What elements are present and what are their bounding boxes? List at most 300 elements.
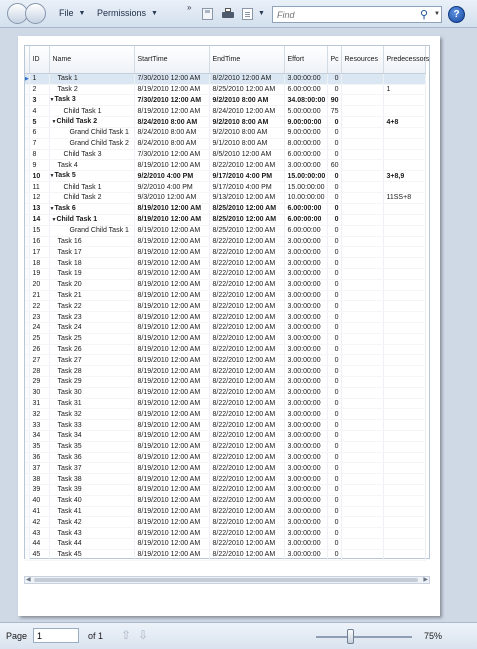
- cell-predecessors[interactable]: [383, 290, 425, 301]
- cell-end-time[interactable]: 8/22/2010 12:00 AM: [209, 441, 284, 452]
- cell-end-time[interactable]: 8/22/2010 12:00 AM: [209, 485, 284, 496]
- cell-name[interactable]: [49, 73, 134, 84]
- cell-name[interactable]: [49, 236, 134, 247]
- cell-predecessors[interactable]: [383, 106, 425, 117]
- overflow-chevron-icon[interactable]: »: [187, 3, 192, 12]
- cell-name[interactable]: [49, 247, 134, 258]
- table-row[interactable]: [25, 95, 425, 106]
- cell-effort[interactable]: 3.00:00:00: [284, 495, 327, 506]
- cell-percent-complete[interactable]: 0: [327, 452, 341, 463]
- cell-id[interactable]: 14: [29, 214, 49, 225]
- cell-percent-complete[interactable]: 0: [327, 258, 341, 269]
- table-row[interactable]: [25, 517, 425, 528]
- cell-id[interactable]: 7: [29, 138, 49, 149]
- cell-start-time[interactable]: 7/30/2010 12:00 AM: [134, 149, 209, 160]
- permissions-menu[interactable]: [97, 8, 158, 18]
- cell-end-time[interactable]: 9/2/2010 8:00 AM: [209, 128, 284, 139]
- previous-page-icon[interactable]: ⇧: [121, 628, 132, 642]
- cell-id[interactable]: 3: [29, 95, 49, 106]
- cell-percent-complete[interactable]: 0: [327, 431, 341, 442]
- cell-id[interactable]: 30: [29, 387, 49, 398]
- cell-name[interactable]: [49, 528, 134, 539]
- cell-percent-complete[interactable]: 0: [327, 193, 341, 204]
- cell-end-time[interactable]: 9/1/2010 8:00 AM: [209, 138, 284, 149]
- cell-predecessors[interactable]: [383, 452, 425, 463]
- cell-end-time[interactable]: 8/22/2010 12:00 AM: [209, 312, 284, 323]
- cell-effort[interactable]: 3.00:00:00: [284, 301, 327, 312]
- column-header-predecessors[interactable]: Predecessors: [383, 46, 425, 73]
- cell-name[interactable]: [49, 538, 134, 549]
- cell-id[interactable]: 19: [29, 269, 49, 280]
- cell-start-time[interactable]: 8/19/2010 12:00 AM: [134, 366, 209, 377]
- cell-percent-complete[interactable]: 60: [327, 160, 341, 171]
- table-row[interactable]: [25, 290, 425, 301]
- table-row[interactable]: [25, 549, 425, 560]
- cell-end-time[interactable]: 8/22/2010 12:00 AM: [209, 258, 284, 269]
- cell-start-time[interactable]: 8/19/2010 12:00 AM: [134, 463, 209, 474]
- cell-name[interactable]: [49, 117, 134, 128]
- cell-name[interactable]: [49, 420, 134, 431]
- save-icon[interactable]: [202, 8, 213, 20]
- cell-end-time[interactable]: 8/22/2010 12:00 AM: [209, 160, 284, 171]
- cell-id[interactable]: 12: [29, 193, 49, 204]
- table-row[interactable]: [25, 106, 425, 117]
- cell-predecessors[interactable]: [383, 95, 425, 106]
- cell-resources[interactable]: [341, 214, 383, 225]
- cell-end-time[interactable]: 8/22/2010 12:00 AM: [209, 538, 284, 549]
- cell-start-time[interactable]: 9/2/2010 4:00 PM: [134, 171, 209, 182]
- cell-end-time[interactable]: 8/25/2010 12:00 AM: [209, 203, 284, 214]
- cell-resources[interactable]: [341, 290, 383, 301]
- cell-percent-complete[interactable]: 0: [327, 290, 341, 301]
- cell-percent-complete[interactable]: 0: [327, 117, 341, 128]
- cell-percent-complete[interactable]: 90: [327, 95, 341, 106]
- cell-id[interactable]: 44: [29, 538, 49, 549]
- cell-percent-complete[interactable]: 0: [327, 301, 341, 312]
- cell-resources[interactable]: [341, 106, 383, 117]
- cell-start-time[interactable]: 8/19/2010 12:00 AM: [134, 549, 209, 560]
- cell-end-time[interactable]: 8/22/2010 12:00 AM: [209, 474, 284, 485]
- cell-resources[interactable]: [341, 312, 383, 323]
- cell-effort[interactable]: 5.00:00:00: [284, 106, 327, 117]
- cell-start-time[interactable]: 8/19/2010 12:00 AM: [134, 409, 209, 420]
- cell-start-time[interactable]: 9/2/2010 4:00 PM: [134, 182, 209, 193]
- cell-resources[interactable]: [341, 225, 383, 236]
- cell-predecessors[interactable]: [383, 160, 425, 171]
- cell-start-time[interactable]: 8/19/2010 12:00 AM: [134, 214, 209, 225]
- cell-resources[interactable]: [341, 441, 383, 452]
- table-row[interactable]: [25, 495, 425, 506]
- cell-name[interactable]: [49, 290, 134, 301]
- cell-predecessors[interactable]: [383, 398, 425, 409]
- cell-end-time[interactable]: 8/22/2010 12:00 AM: [209, 269, 284, 280]
- table-row[interactable]: [25, 377, 425, 388]
- cell-name[interactable]: [49, 431, 134, 442]
- cell-name[interactable]: [49, 149, 134, 160]
- cell-percent-complete[interactable]: 75: [327, 106, 341, 117]
- cell-end-time[interactable]: 9/2/2010 8:00 AM: [209, 117, 284, 128]
- cell-name[interactable]: [49, 344, 134, 355]
- cell-name[interactable]: [49, 485, 134, 496]
- cell-predecessors[interactable]: [383, 528, 425, 539]
- cell-effort[interactable]: 3.00:00:00: [284, 323, 327, 334]
- cell-effort[interactable]: 6.00:00:00: [284, 203, 327, 214]
- cell-effort[interactable]: 10.00:00:00: [284, 193, 327, 204]
- cell-name[interactable]: [49, 463, 134, 474]
- cell-resources[interactable]: [341, 377, 383, 388]
- cell-id[interactable]: 34: [29, 431, 49, 442]
- table-row[interactable]: [25, 84, 425, 95]
- cell-resources[interactable]: [341, 117, 383, 128]
- cell-resources[interactable]: [341, 495, 383, 506]
- cell-start-time[interactable]: 8/19/2010 12:00 AM: [134, 387, 209, 398]
- table-row[interactable]: [25, 301, 425, 312]
- cell-effort[interactable]: 9.00:00:00: [284, 128, 327, 139]
- help-icon[interactable]: [448, 6, 465, 23]
- column-header-endtime[interactable]: EndTime: [209, 46, 284, 73]
- cell-id[interactable]: 18: [29, 258, 49, 269]
- forward-button[interactable]: [25, 3, 46, 24]
- table-row[interactable]: [25, 138, 425, 149]
- cell-end-time[interactable]: 9/17/2010 4:00 PM: [209, 182, 284, 193]
- cell-name[interactable]: [49, 182, 134, 193]
- cell-resources[interactable]: [341, 538, 383, 549]
- cell-resources[interactable]: [341, 247, 383, 258]
- cell-name[interactable]: [49, 452, 134, 463]
- cell-predecessors[interactable]: [383, 149, 425, 160]
- zoom-slider[interactable]: [316, 636, 412, 638]
- cell-predecessors[interactable]: [383, 214, 425, 225]
- cell-name[interactable]: [49, 269, 134, 280]
- cell-predecessors[interactable]: [383, 441, 425, 452]
- cell-percent-complete[interactable]: 0: [327, 506, 341, 517]
- cell-id[interactable]: 5: [29, 117, 49, 128]
- cell-effort[interactable]: 6.00:00:00: [284, 225, 327, 236]
- cell-name[interactable]: [49, 106, 134, 117]
- cell-end-time[interactable]: 8/25/2010 12:00 AM: [209, 84, 284, 95]
- cell-end-time[interactable]: 8/25/2010 12:00 AM: [209, 214, 284, 225]
- cell-start-time[interactable]: 8/19/2010 12:00 AM: [134, 106, 209, 117]
- cell-predecessors[interactable]: [383, 247, 425, 258]
- cell-start-time[interactable]: 8/24/2010 8:00 AM: [134, 138, 209, 149]
- cell-name[interactable]: [49, 323, 134, 334]
- cell-id[interactable]: 1: [29, 73, 49, 84]
- cell-effort[interactable]: 3.00:00:00: [284, 247, 327, 258]
- cell-percent-complete[interactable]: 0: [327, 225, 341, 236]
- cell-name[interactable]: [49, 193, 134, 204]
- cell-id[interactable]: 40: [29, 495, 49, 506]
- cell-predecessors[interactable]: [383, 538, 425, 549]
- cell-end-time[interactable]: 8/22/2010 12:00 AM: [209, 366, 284, 377]
- collapse-toggle-icon[interactable]: ▼: [51, 119, 57, 126]
- cell-name[interactable]: [49, 203, 134, 214]
- column-header-effort[interactable]: Effort: [284, 46, 327, 73]
- cell-start-time[interactable]: 8/19/2010 12:00 AM: [134, 528, 209, 539]
- cell-percent-complete[interactable]: 0: [327, 420, 341, 431]
- cell-resources[interactable]: [341, 128, 383, 139]
- cell-percent-complete[interactable]: 0: [327, 73, 341, 84]
- cell-id[interactable]: 24: [29, 323, 49, 334]
- cell-predecessors[interactable]: 4+8: [383, 117, 425, 128]
- table-row[interactable]: [25, 258, 425, 269]
- cell-percent-complete[interactable]: 0: [327, 203, 341, 214]
- cell-resources[interactable]: [341, 84, 383, 95]
- cell-effort[interactable]: 3.00:00:00: [284, 355, 327, 366]
- cell-percent-complete[interactable]: 0: [327, 247, 341, 258]
- cell-id[interactable]: 11: [29, 182, 49, 193]
- cell-start-time[interactable]: 8/19/2010 12:00 AM: [134, 506, 209, 517]
- cell-id[interactable]: 32: [29, 409, 49, 420]
- cell-percent-complete[interactable]: 0: [327, 377, 341, 388]
- cell-resources[interactable]: [341, 301, 383, 312]
- cell-effort[interactable]: 3.00:00:00: [284, 549, 327, 560]
- scroll-right-icon[interactable]: ▶: [423, 577, 428, 583]
- cell-percent-complete[interactable]: 0: [327, 409, 341, 420]
- cell-effort[interactable]: 15.00:00:00: [284, 171, 327, 182]
- cell-effort[interactable]: 3.00:00:00: [284, 290, 327, 301]
- cell-effort[interactable]: 3.00:00:00: [284, 387, 327, 398]
- cell-name[interactable]: [49, 258, 134, 269]
- cell-predecessors[interactable]: [383, 225, 425, 236]
- cell-resources[interactable]: [341, 269, 383, 280]
- cell-effort[interactable]: 3.00:00:00: [284, 344, 327, 355]
- table-row[interactable]: [25, 485, 425, 496]
- cell-end-time[interactable]: 8/5/2010 12:00 AM: [209, 149, 284, 160]
- cell-id[interactable]: 8: [29, 149, 49, 160]
- cell-end-time[interactable]: 8/22/2010 12:00 AM: [209, 236, 284, 247]
- cell-id[interactable]: 41: [29, 506, 49, 517]
- cell-start-time[interactable]: 8/19/2010 12:00 AM: [134, 301, 209, 312]
- chevron-down-icon[interactable]: ▼: [258, 10, 265, 17]
- table-row[interactable]: [25, 149, 425, 160]
- cell-resources[interactable]: [341, 528, 383, 539]
- cell-id[interactable]: 22: [29, 301, 49, 312]
- cell-percent-complete[interactable]: 0: [327, 323, 341, 334]
- cell-predecessors[interactable]: [383, 387, 425, 398]
- cell-effort[interactable]: 3.00:00:00: [284, 279, 327, 290]
- cell-id[interactable]: 25: [29, 333, 49, 344]
- cell-percent-complete[interactable]: 0: [327, 549, 341, 560]
- cell-id[interactable]: 43: [29, 528, 49, 539]
- cell-predecessors[interactable]: [383, 506, 425, 517]
- cell-name[interactable]: [49, 474, 134, 485]
- table-row[interactable]: [25, 344, 425, 355]
- search-icon[interactable]: ⚲: [420, 9, 429, 21]
- cell-percent-complete[interactable]: 0: [327, 333, 341, 344]
- cell-end-time[interactable]: 9/2/2010 8:00 AM: [209, 95, 284, 106]
- cell-effort[interactable]: 3.00:00:00: [284, 236, 327, 247]
- cell-resources[interactable]: [341, 387, 383, 398]
- cell-start-time[interactable]: 8/19/2010 12:00 AM: [134, 377, 209, 388]
- table-row[interactable]: [25, 225, 425, 236]
- cell-name[interactable]: [49, 95, 134, 106]
- cell-percent-complete[interactable]: 0: [327, 474, 341, 485]
- collapse-toggle-icon[interactable]: ▼: [49, 205, 55, 212]
- cell-start-time[interactable]: 7/30/2010 12:00 AM: [134, 73, 209, 84]
- cell-end-time[interactable]: 8/22/2010 12:00 AM: [209, 452, 284, 463]
- cell-resources[interactable]: [341, 344, 383, 355]
- cell-name[interactable]: [49, 312, 134, 323]
- table-row[interactable]: [25, 441, 425, 452]
- cell-name[interactable]: [49, 409, 134, 420]
- cell-end-time[interactable]: 8/22/2010 12:00 AM: [209, 506, 284, 517]
- row-indicator[interactable]: [25, 73, 29, 84]
- scroll-left-icon[interactable]: ◀: [26, 577, 31, 583]
- cell-predecessors[interactable]: [383, 182, 425, 193]
- cell-effort[interactable]: 3.00:00:00: [284, 269, 327, 280]
- cell-start-time[interactable]: 8/19/2010 12:00 AM: [134, 203, 209, 214]
- cell-predecessors[interactable]: [383, 549, 425, 560]
- cell-id[interactable]: 23: [29, 312, 49, 323]
- cell-resources[interactable]: [341, 355, 383, 366]
- cell-effort[interactable]: 3.00:00:00: [284, 73, 327, 84]
- cell-resources[interactable]: [341, 517, 383, 528]
- chevron-down-icon[interactable]: ▼: [434, 11, 440, 17]
- cell-effort[interactable]: 3.00:00:00: [284, 452, 327, 463]
- cell-resources[interactable]: [341, 463, 383, 474]
- cell-predecessors[interactable]: [383, 366, 425, 377]
- cell-predecessors[interactable]: [383, 203, 425, 214]
- table-row[interactable]: [25, 182, 425, 193]
- cell-effort[interactable]: 3.00:00:00: [284, 160, 327, 171]
- page-number-input[interactable]: [33, 628, 79, 643]
- table-row[interactable]: [25, 160, 425, 171]
- cell-id[interactable]: 4: [29, 106, 49, 117]
- table-row[interactable]: [25, 236, 425, 247]
- column-header-name[interactable]: Name: [49, 46, 134, 73]
- cell-end-time[interactable]: 8/24/2010 12:00 AM: [209, 106, 284, 117]
- cell-predecessors[interactable]: [383, 517, 425, 528]
- cell-resources[interactable]: [341, 203, 383, 214]
- cell-end-time[interactable]: 8/22/2010 12:00 AM: [209, 355, 284, 366]
- cell-predecessors[interactable]: [383, 355, 425, 366]
- cell-name[interactable]: [49, 84, 134, 95]
- cell-id[interactable]: 29: [29, 377, 49, 388]
- cell-predecessors[interactable]: [383, 323, 425, 334]
- cell-name[interactable]: [49, 387, 134, 398]
- cell-predecessors[interactable]: [383, 495, 425, 506]
- column-header-id[interactable]: ID: [29, 46, 49, 73]
- cell-percent-complete[interactable]: 0: [327, 495, 341, 506]
- cell-resources[interactable]: [341, 138, 383, 149]
- cell-start-time[interactable]: 8/19/2010 12:00 AM: [134, 538, 209, 549]
- cell-start-time[interactable]: 8/19/2010 12:00 AM: [134, 344, 209, 355]
- cell-name[interactable]: [49, 355, 134, 366]
- table-row[interactable]: [25, 333, 425, 344]
- cell-end-time[interactable]: 8/22/2010 12:00 AM: [209, 387, 284, 398]
- cell-id[interactable]: 20: [29, 279, 49, 290]
- cell-end-time[interactable]: 8/22/2010 12:00 AM: [209, 377, 284, 388]
- cell-effort[interactable]: 3.00:00:00: [284, 431, 327, 442]
- table-row[interactable]: [25, 528, 425, 539]
- cell-percent-complete[interactable]: 0: [327, 312, 341, 323]
- cell-start-time[interactable]: 7/30/2010 12:00 AM: [134, 95, 209, 106]
- cell-resources[interactable]: [341, 279, 383, 290]
- cell-id[interactable]: 31: [29, 398, 49, 409]
- print-icon[interactable]: [222, 8, 234, 20]
- cell-name[interactable]: [49, 171, 134, 182]
- cell-percent-complete[interactable]: 0: [327, 538, 341, 549]
- scrollbar-thumb[interactable]: [34, 578, 418, 582]
- cell-resources[interactable]: [341, 333, 383, 344]
- cell-effort[interactable]: 3.00:00:00: [284, 377, 327, 388]
- cell-effort[interactable]: 3.00:00:00: [284, 517, 327, 528]
- table-row[interactable]: [25, 366, 425, 377]
- table-row[interactable]: [25, 463, 425, 474]
- page-setup-icon[interactable]: [242, 8, 253, 20]
- cell-id[interactable]: 35: [29, 441, 49, 452]
- cell-predecessors[interactable]: [383, 128, 425, 139]
- cell-start-time[interactable]: 8/19/2010 12:00 AM: [134, 290, 209, 301]
- cell-predecessors[interactable]: [383, 474, 425, 485]
- cell-percent-complete[interactable]: 0: [327, 269, 341, 280]
- cell-id[interactable]: 27: [29, 355, 49, 366]
- cell-resources[interactable]: [341, 149, 383, 160]
- cell-end-time[interactable]: 8/22/2010 12:00 AM: [209, 323, 284, 334]
- cell-effort[interactable]: 34.08:00:00: [284, 95, 327, 106]
- cell-name[interactable]: [49, 517, 134, 528]
- cell-end-time[interactable]: 8/22/2010 12:00 AM: [209, 398, 284, 409]
- cell-name[interactable]: [49, 138, 134, 149]
- cell-start-time[interactable]: 8/19/2010 12:00 AM: [134, 355, 209, 366]
- cell-start-time[interactable]: 8/19/2010 12:00 AM: [134, 333, 209, 344]
- cell-id[interactable]: 45: [29, 549, 49, 560]
- cell-predecessors[interactable]: [383, 463, 425, 474]
- cell-resources[interactable]: [341, 236, 383, 247]
- cell-start-time[interactable]: 9/3/2010 12:00 AM: [134, 193, 209, 204]
- cell-predecessors[interactable]: [383, 333, 425, 344]
- next-page-icon[interactable]: ⇩: [138, 628, 149, 642]
- cell-effort[interactable]: 3.00:00:00: [284, 366, 327, 377]
- cell-percent-complete[interactable]: 0: [327, 485, 341, 496]
- cell-id[interactable]: 6: [29, 128, 49, 139]
- file-menu[interactable]: [59, 8, 85, 18]
- table-row[interactable]: [25, 420, 425, 431]
- cell-resources[interactable]: [341, 549, 383, 560]
- cell-predecessors[interactable]: [383, 138, 425, 149]
- cell-id[interactable]: 15: [29, 225, 49, 236]
- cell-end-time[interactable]: 8/22/2010 12:00 AM: [209, 301, 284, 312]
- cell-id[interactable]: 17: [29, 247, 49, 258]
- collapse-toggle-icon[interactable]: ▼: [49, 97, 55, 104]
- cell-name[interactable]: [49, 160, 134, 171]
- cell-effort[interactable]: 3.00:00:00: [284, 333, 327, 344]
- cell-start-time[interactable]: 8/19/2010 12:00 AM: [134, 517, 209, 528]
- table-row[interactable]: [25, 323, 425, 334]
- cell-predecessors[interactable]: [383, 269, 425, 280]
- cell-start-time[interactable]: 8/19/2010 12:00 AM: [134, 279, 209, 290]
- table-row[interactable]: [25, 73, 425, 84]
- cell-effort[interactable]: 6.00:00:00: [284, 214, 327, 225]
- cell-id[interactable]: 38: [29, 474, 49, 485]
- cell-start-time[interactable]: 8/24/2010 8:00 AM: [134, 128, 209, 139]
- cell-resources[interactable]: [341, 95, 383, 106]
- table-row[interactable]: [25, 452, 425, 463]
- cell-effort[interactable]: 3.00:00:00: [284, 398, 327, 409]
- cell-name[interactable]: [49, 495, 134, 506]
- cell-name[interactable]: [49, 441, 134, 452]
- cell-name[interactable]: [49, 279, 134, 290]
- table-row[interactable]: [25, 506, 425, 517]
- search-input[interactable]: [273, 7, 408, 22]
- table-row[interactable]: [25, 117, 425, 128]
- cell-predecessors[interactable]: [383, 377, 425, 388]
- cell-effort[interactable]: 3.00:00:00: [284, 474, 327, 485]
- cell-end-time[interactable]: 8/2/2010 12:00 AM: [209, 73, 284, 84]
- cell-end-time[interactable]: 8/22/2010 12:00 AM: [209, 463, 284, 474]
- cell-effort[interactable]: 3.00:00:00: [284, 463, 327, 474]
- cell-effort[interactable]: 9.00:00:00: [284, 117, 327, 128]
